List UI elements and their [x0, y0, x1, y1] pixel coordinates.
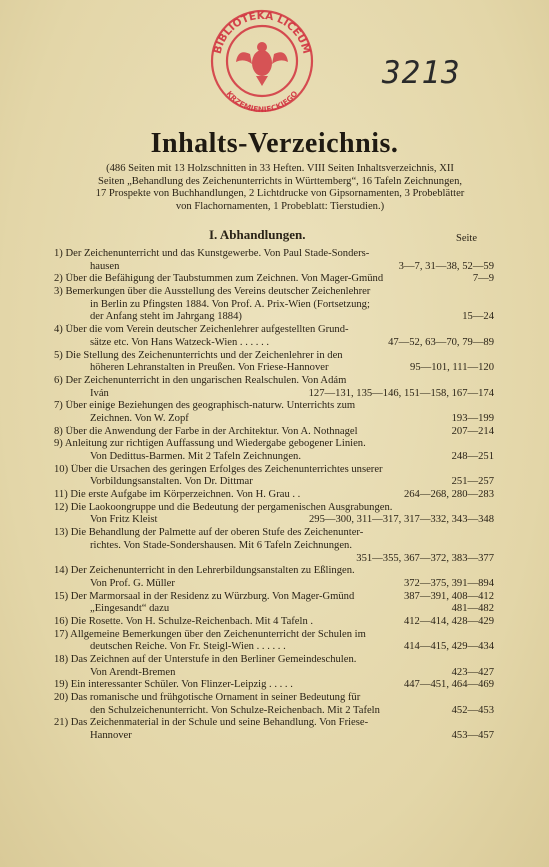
toc-line — [54, 426, 494, 439]
toc-page-range: 15—24 — [462, 311, 494, 323]
toc-entry-text: Hannover — [90, 730, 132, 742]
toc-entry-text: 10) Über die Ursachen des geringen Erfolges des Zeichenunterrichtes unserer — [54, 463, 383, 475]
toc-line — [54, 476, 494, 489]
toc-entry-text: 20) Das romanische und frühgotische Ornament in seiner Bedeutung für — [54, 692, 361, 704]
toc-line — [54, 464, 494, 477]
toc-entry — [54, 350, 494, 375]
toc-entry-text: richtes. Von Stade-Sondershausen. Mit 6 Tafeln Zeichnungen. — [90, 539, 352, 551]
toc-line — [54, 502, 494, 515]
subtitle-line: von Flachornamenten, 1 Probeblatt: Tierstudien.) — [175, 200, 385, 212]
toc-page-range: 423—427 — [451, 666, 494, 678]
toc-line — [54, 540, 494, 553]
toc-line — [54, 248, 494, 261]
toc-entry-text: 6) Der Zeichenunterricht in den ungarischen Realschulen. Von Adám — [54, 374, 347, 386]
toc-line — [54, 362, 494, 375]
toc-line — [54, 350, 494, 363]
toc-entry-text: 3) Bemerkungen über die Ausstellung des Vereins deutscher Zeichenlehrer — [54, 286, 371, 298]
toc-entry — [54, 273, 494, 286]
page-column-heading: Seite — [456, 233, 477, 244]
toc-line — [54, 299, 494, 312]
toc-entry — [54, 502, 494, 527]
toc-page-range: 351—355, 367—372, 383—377 — [356, 552, 494, 564]
toc-entry-text: 11) Die erste Aufgabe im Körperzeichnen. Von H. Grau . . — [54, 489, 301, 501]
toc-page-range: 452—453 — [451, 704, 494, 716]
toc-entry-text: 21) Das Zeichenmaterial in der Schule und seine Behandlung. Von Friese- — [54, 717, 369, 729]
toc-page-range: 414—415, 429—434 — [403, 641, 494, 653]
toc-line — [54, 667, 494, 680]
toc-page-range: 453—457 — [451, 730, 494, 742]
toc-line — [54, 273, 494, 286]
eagle-emblem — [236, 42, 288, 86]
toc-line — [54, 578, 494, 591]
toc-page-range: 481—482 — [451, 603, 494, 615]
toc-line — [54, 489, 494, 502]
toc-entry-text: Zeichnen. Von W. Zopf — [90, 412, 189, 424]
toc-line — [54, 692, 494, 705]
stamp-top-text: BIBLIOTEKA LICEUM — [211, 9, 313, 56]
page-subtitle — [30, 163, 530, 213]
toc-page-range: 447—451, 464—469 — [403, 679, 494, 691]
toc-line — [54, 388, 494, 401]
toc-entry-text: in Berlin zu Pfingsten 1884. Von Prof. A. Prix-Wien (Fortsetzung; — [90, 298, 370, 310]
toc-entry-text: höheren Lehranstalten in Preußen. Von Friese-Hannover — [90, 362, 329, 374]
toc-page-range: 248—251 — [451, 451, 494, 462]
toc-entry-text: der Anfang steht im Jahrgang 1884) — [90, 311, 242, 323]
toc-entry-text: Vorbildungsanstalten. Von Dr. Dittmar — [90, 476, 253, 488]
toc-line — [54, 324, 494, 337]
toc-entry — [54, 629, 494, 654]
toc-entry — [54, 400, 494, 425]
toc-line — [54, 261, 494, 274]
toc-entry-text: deutschen Reiche. Von Fr. Steigl-Wien . . . . . . — [90, 641, 286, 653]
toc-entry-text: 8) Über die Anwendung der Farbe in der Architektur. Von A. Nothnagel — [54, 425, 358, 437]
table-of-contents — [54, 248, 494, 743]
toc-line — [54, 514, 494, 527]
toc-line — [54, 603, 494, 616]
toc-page-range: 3—7, 31—38, 52—59 — [398, 260, 494, 272]
toc-page-range: 95—101, 111—120 — [410, 362, 494, 374]
stamp-bottom-text: KRZEMIENIECKIEGO — [224, 89, 300, 115]
toc-line — [54, 641, 494, 654]
toc-entry — [54, 616, 494, 629]
toc-entry-text: Von Prof. G. Müller — [90, 577, 175, 589]
section-heading: I. Abhandlungen. — [209, 227, 306, 242]
toc-line — [54, 717, 494, 730]
toc-page-range: 387—391, 408—412 — [403, 590, 494, 602]
toc-page-range: 264—268, 280—283 — [403, 489, 494, 501]
toc-entry-text: Von Arendt-Bremen — [90, 666, 176, 678]
toc-entry — [54, 679, 494, 692]
toc-entry — [54, 375, 494, 400]
toc-entry-text: hausen — [90, 260, 120, 272]
toc-entry — [54, 489, 494, 502]
toc-entry-text: den Schulzeichenunterricht. Von Schulze-Reichenbach. Mit 2 Tafeln — [90, 704, 380, 716]
page-title: Inhalts-Verzeichnis. — [150, 128, 399, 159]
toc-line — [54, 527, 494, 540]
toc-entry-text: 14) Der Zeichenunterricht in den Lehrerbildungsanstalten zu Eßlingen. — [54, 565, 355, 577]
toc-line — [54, 413, 494, 426]
toc-line — [54, 705, 494, 718]
toc-page-range: 127—131, 135—146, 151—158, 167—174 — [308, 387, 494, 399]
toc-entry — [54, 248, 494, 273]
toc-line — [54, 337, 494, 350]
toc-entry — [54, 438, 494, 463]
toc-entry-text: Iván — [90, 387, 109, 399]
svg-text:KRZEMIENIECKIEGO — [225, 89, 300, 114]
toc-entry-text: 2) Über die Befähigung der Taubstummen zum Zeichnen. Von Mager-Gmünd — [54, 273, 384, 285]
toc-entry-text: „Eingesandt“ dazu — [90, 603, 170, 615]
toc-entry-text: 4) Über die vom Verein deutscher Zeichenlehrer aufgestellten Grund- — [54, 324, 349, 336]
toc-line — [54, 616, 494, 629]
toc-entry-text: 15) Der Marmorsaal in der Residenz zu Würzburg. Von Mager-Gmünd — [54, 590, 355, 602]
toc-page-range: 7—9 — [472, 273, 494, 285]
toc-entry-text: 1) Der Zeichenunterricht und das Kunstgewerbe. Von Paul Stade-Sonders- — [54, 248, 370, 259]
toc-entry-text: 18) Das Zeichnen auf der Unterstufe in den Berliner Gemeindeschulen. — [54, 654, 357, 665]
subtitle-line: Seiten „Behandlung des Zeichenunterrichts in Württemberg“, 16 Tafeln Zeichnungen, — [97, 175, 463, 187]
toc-entry — [54, 591, 494, 616]
toc-entry-text: 19) Ein interessanter Schüler. Von Flinzer-Leipzig . . . . . — [54, 679, 293, 691]
toc-line — [54, 400, 494, 413]
toc-entry-text: 17) Allgemeine Bemerkungen über den Zeichenunterricht der Schulen im — [54, 628, 366, 640]
toc-line — [54, 553, 494, 566]
toc-line — [54, 286, 494, 299]
toc-line — [54, 679, 494, 692]
toc-entry-text: 13) Die Behandlung der Palmette auf der oberen Stufe des Zeichenunter- — [54, 527, 364, 539]
toc-page-range: 295—300, 311—317, 317—332, 343—348 — [309, 514, 494, 526]
toc-entry — [54, 527, 494, 565]
subtitle-line: (486 Seiten mit 13 Holzschnitten in 33 Heften. VIII Seiten Inhaltsverzeichnis, XII — [106, 163, 454, 174]
shelfmark-number: 3213 — [382, 55, 461, 91]
toc-entry-text: 5) Die Stellung des Zeichenunterrichts und der Zeichenlehrer in den — [54, 349, 343, 361]
subtitle-line: 17 Prospekte von Buchhandlungen, 2 Lichtdrucke von Gipsornamenten, 3 Probeblätter — [95, 188, 465, 200]
toc-page-range: 47—52, 63—70, 79—89 — [388, 336, 494, 348]
toc-entry — [54, 286, 494, 324]
toc-line — [54, 730, 494, 743]
toc-line — [54, 438, 494, 451]
toc-entry — [54, 565, 494, 590]
toc-line — [54, 311, 494, 324]
toc-entry-text: 9) Anleitung zur richtigen Auffassung und Wiedergabe gebogener Linien. — [54, 438, 366, 450]
toc-entry — [54, 654, 494, 679]
toc-line — [54, 591, 494, 604]
toc-line — [54, 629, 494, 642]
toc-entry-text: 12) Die Laokoongruppe und die Bedeutung der pergamenischen Ausgrabungen. — [54, 501, 393, 513]
toc-entry — [54, 692, 494, 717]
toc-entry — [54, 324, 494, 349]
toc-entry-text: sätze etc. Von Hans Watzeck-Wien . . . . . . — [90, 336, 270, 348]
toc-page-range: 372—375, 391—894 — [403, 577, 494, 589]
toc-entry-text: Von Dedittus-Barmen. Mit 2 Tafeln Zeichnungen. — [90, 451, 301, 462]
toc-line — [54, 565, 494, 578]
library-stamp — [206, 6, 318, 116]
toc-entry — [54, 717, 494, 742]
toc-line — [54, 451, 494, 464]
toc-line — [54, 375, 494, 388]
toc-page-range: 193—199 — [451, 412, 494, 424]
toc-entry — [54, 426, 494, 439]
toc-entry-text: Von Fritz Kleist — [90, 514, 158, 526]
toc-page-range: 251—257 — [451, 476, 494, 488]
toc-line — [54, 654, 494, 667]
toc-entry-text: 7) Über einige Beziehungen des geographisch-naturw. Unterrichts zum — [54, 400, 356, 412]
toc-entry-text: 16) Die Rosette. Von H. Schulze-Reichenbach. Mit 4 Tafeln . — [54, 615, 314, 627]
toc-entry — [54, 464, 494, 489]
toc-page-range: 412—414, 428—429 — [403, 615, 494, 627]
toc-page-range: 207—214 — [451, 425, 494, 437]
